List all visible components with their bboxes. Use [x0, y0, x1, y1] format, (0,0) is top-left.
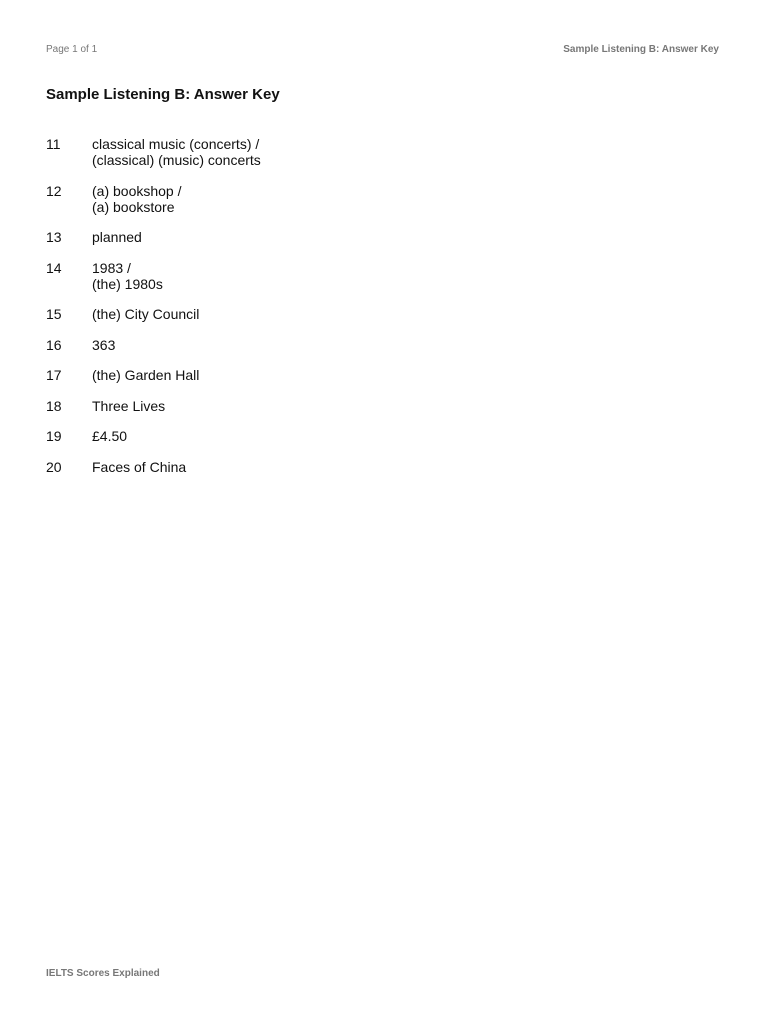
- answer-line: 363: [92, 336, 116, 353]
- answer-line: Faces of China: [92, 458, 187, 475]
- answer-item: [46, 367, 646, 383]
- answer-line: 1983 /: [92, 259, 131, 276]
- answer-item: [46, 428, 646, 444]
- answer-list: [46, 136, 646, 489]
- answer-number: 18: [46, 397, 62, 414]
- answer-number: 13: [46, 229, 62, 245]
- answer-number: 20: [46, 458, 62, 475]
- answer-text: [92, 367, 199, 383]
- answer-line: (the) 1980s: [92, 275, 163, 292]
- page-indicator: Page 1 of 1: [46, 43, 98, 55]
- answer-line: (the) City Council: [92, 306, 200, 322]
- answer-item: [46, 183, 646, 215]
- answer-text: [92, 136, 261, 168]
- answer-item: [46, 306, 646, 322]
- answer-line: planned: [92, 229, 142, 245]
- answer-number: 11: [46, 136, 61, 152]
- page-header: [46, 42, 719, 56]
- answer-line: (classical) (music) concerts: [92, 152, 261, 168]
- answer-line: (a) bookshop /: [92, 182, 182, 199]
- answer-text: [92, 183, 182, 215]
- page-footer: IELTS Scores Explained: [46, 968, 160, 979]
- answer-number: 15: [46, 306, 62, 322]
- answer-item: [46, 136, 646, 168]
- answer-number: 14: [46, 259, 62, 276]
- answer-text: [92, 306, 199, 322]
- answer-number: 17: [46, 367, 62, 383]
- answer-line: Three Lives: [92, 397, 166, 414]
- answer-line: classical music (concerts) /: [92, 136, 260, 152]
- answer-line: £4.50: [92, 428, 128, 444]
- answer-text: [92, 398, 165, 414]
- answer-item: [46, 459, 646, 475]
- answer-line: (a) bookstore: [92, 198, 175, 215]
- answer-line: (the) Garden Hall: [92, 367, 200, 383]
- page-title: Sample Listening B: Answer Key: [46, 86, 280, 103]
- answer-item: [46, 229, 646, 245]
- answer-text: [92, 428, 127, 444]
- answer-text: [92, 229, 142, 245]
- answer-text: [92, 260, 163, 292]
- answer-text: [92, 337, 115, 353]
- header-doc-title: Sample Listening B: Answer Key: [563, 43, 719, 55]
- answer-item: [46, 398, 646, 414]
- answer-item: [46, 337, 646, 353]
- answer-item: [46, 260, 646, 292]
- answer-text: [92, 459, 186, 475]
- answer-number: 19: [46, 428, 62, 444]
- answer-number: 12: [46, 182, 62, 199]
- answer-number: 16: [46, 336, 62, 353]
